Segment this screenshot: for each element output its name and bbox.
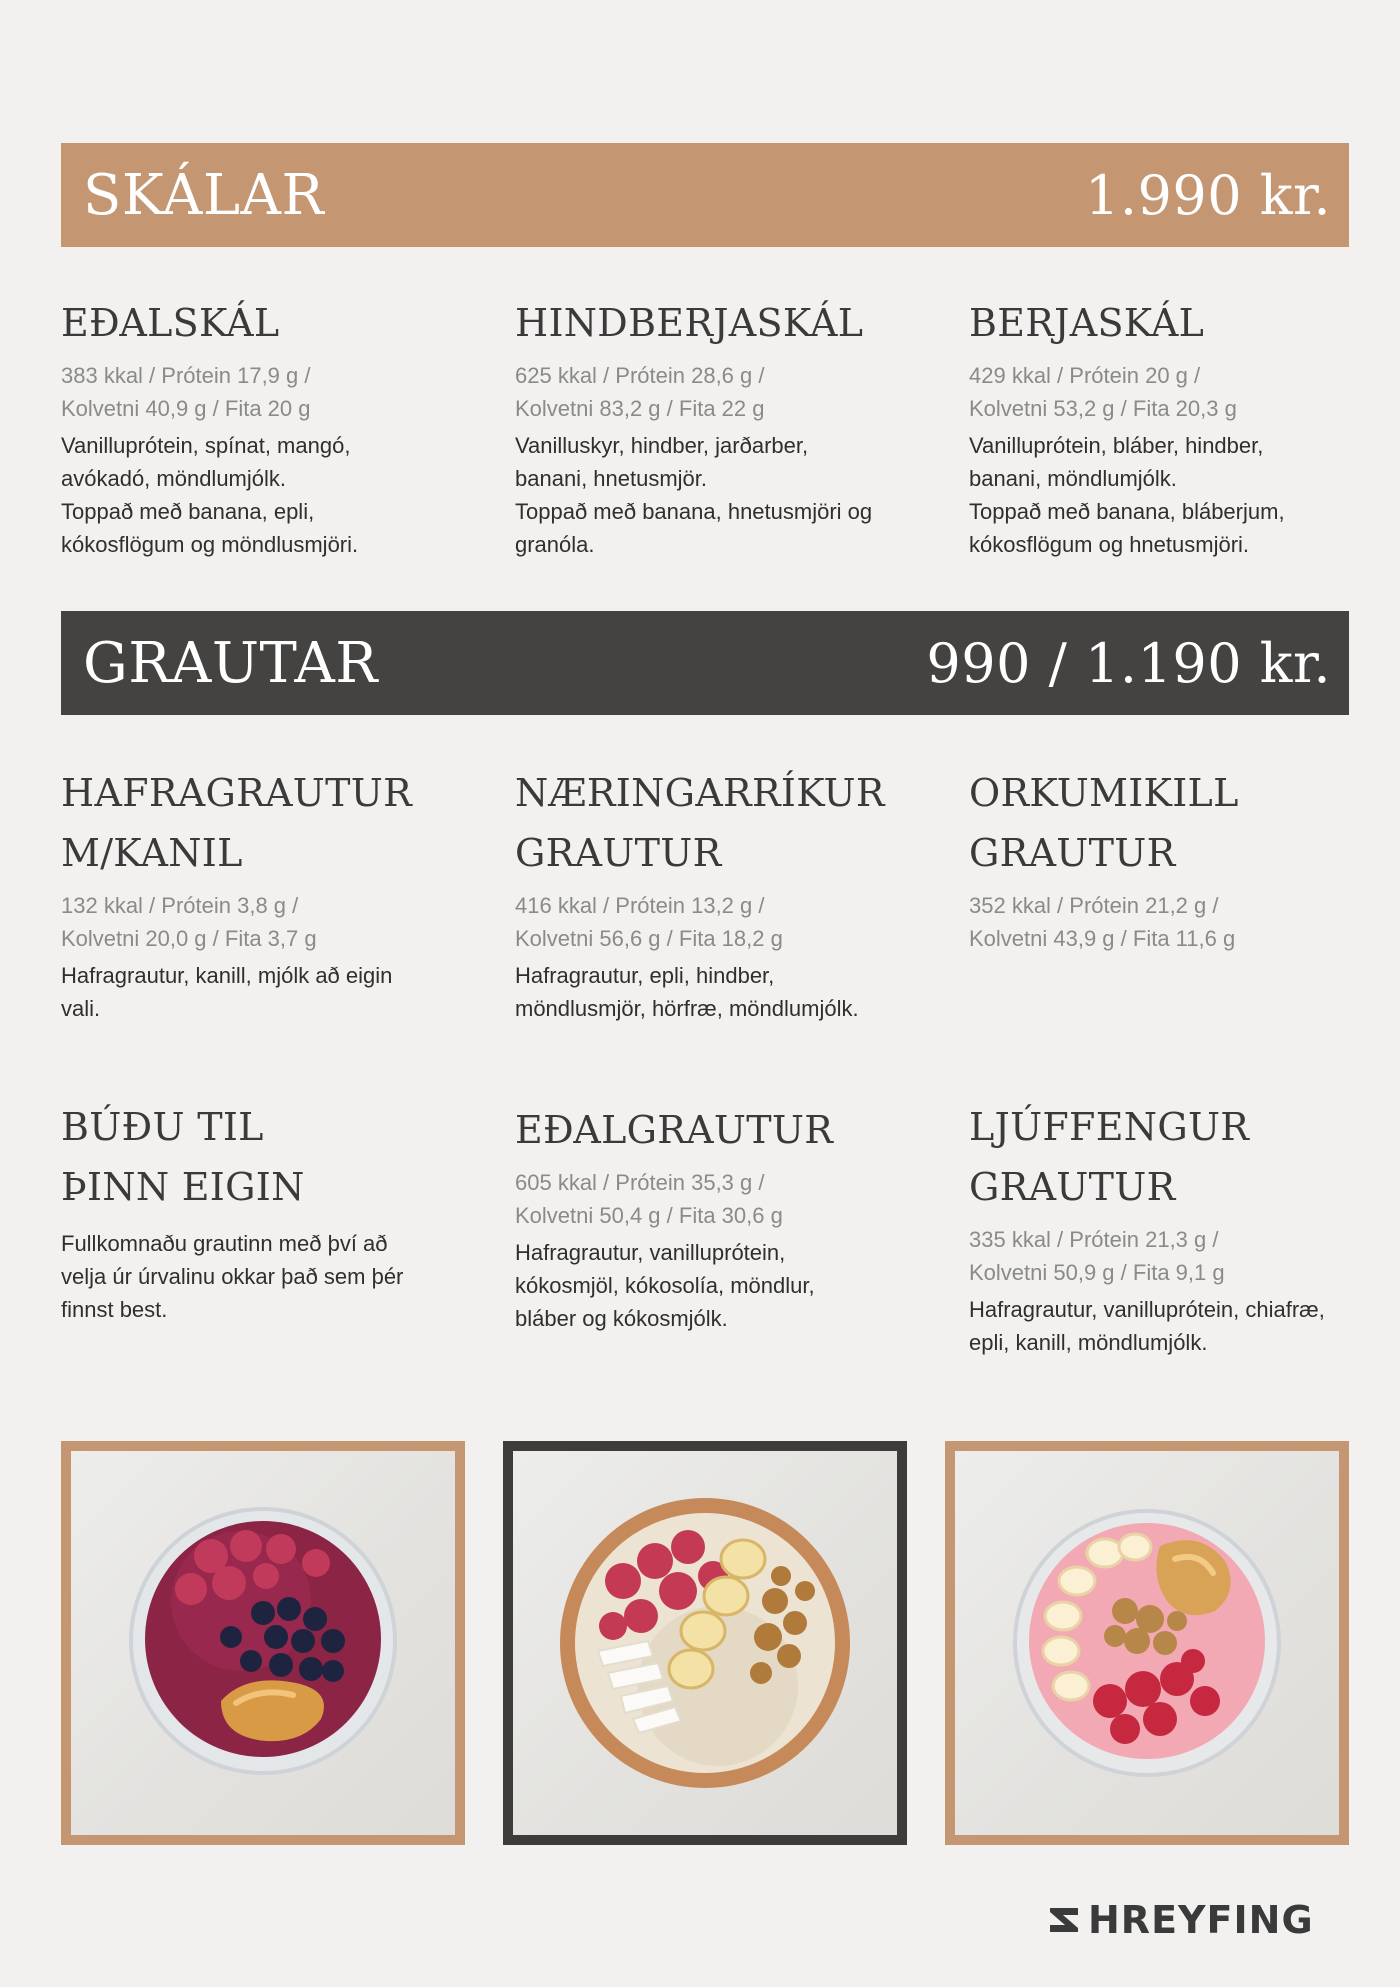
menu-item-budu-til [61,1097,481,1326]
item-name: EÐALSKÁL [61,301,280,345]
menu-item-edalgrautur [515,1100,935,1335]
item-nutrition: 625 kkal / Prótein 28,6 g / Kolvetni 83,2 g / Fita 22 g [515,363,765,421]
brand-name: HREYFING [1088,1898,1314,1942]
section-title: SKÁLAR [83,162,325,228]
skalar-banner [61,143,1349,247]
oatmeal-bowl-icon [513,1451,897,1835]
menu-item-hindberjaskal [515,293,935,561]
item-name: HAFRAGRAUTUR M/KANIL [61,771,413,875]
item-name: ORKUMIKILL GRAUTUR [969,771,1239,875]
photo-berry-smoothie-bowl [61,1441,465,1845]
item-name: LJÚFFENGUR GRAUTUR [969,1105,1250,1209]
item-name: BERJASKÁL [969,301,1205,345]
item-name: HINDBERJASKÁL [515,301,864,345]
item-nutrition: 416 kkal / Prótein 13,2 g / Kolvetni 56,6 g / Fita 18,2 g [515,893,783,951]
section-price: 990 / 1.190 kr. [926,631,1331,695]
brand-logo [1048,1898,1314,1942]
item-nutrition: 383 kkal / Prótein 17,9 g / Kolvetni 40,9 g / Fita 20 g [61,363,311,421]
item-name: BÚÐU TIL ÞINN EIGIN [61,1105,305,1209]
menu-item-edalskal [61,293,481,561]
menu-item-ljuffengur [969,1097,1389,1359]
pink-smoothie-bowl-icon [955,1451,1339,1835]
item-name: NÆRINGARRÍKUR GRAUTUR [515,771,885,875]
menu-item-naeringarrikur [515,763,935,1025]
item-description: Hafragrautur, kanill, mjólk að eigin vali. [61,963,393,1021]
section-title: GRAUTAR [83,630,378,696]
menu-item-berjaskal [969,293,1389,561]
item-description: Vanilluprótein, bláber, hindber, banani, möndlumjólk. Toppað með banana, bláberjum, kókosflögum og hnetusmjöri. [969,433,1285,557]
photo-oatmeal-bowl [503,1441,907,1845]
item-nutrition: 605 kkal / Prótein 35,3 g / Kolvetni 50,4 g / Fita 30,6 g [515,1170,783,1228]
item-description: Hafragrautur, epli, hindber, möndlusmjör, hörfræ, möndlumjólk. [515,963,859,1021]
section-price: 1.990 kr. [1084,163,1331,227]
item-name: EÐALGRAUTUR [515,1108,834,1152]
menu-item-hafragrautur [61,763,481,1025]
grautar-banner [61,611,1349,715]
item-description: Hafragrautur, vanilluprótein, chiafræ, epli, kanill, möndlumjólk. [969,1297,1325,1355]
item-description: Hafragrautur, vanilluprótein, kókosmjöl, kókosolía, möndlur, bláber og kókosmjólk. [515,1240,815,1331]
item-description: Fullkomnaðu grautinn með því að velja úr úrvalinu okkar það sem þér finnst best. [61,1231,404,1322]
item-nutrition: 429 kkal / Prótein 20 g / Kolvetni 53,2 g / Fita 20,3 g [969,363,1237,421]
item-nutrition: 352 kkal / Prótein 21,2 g / Kolvetni 43,9 g / Fita 11,6 g [969,893,1236,951]
berry-smoothie-bowl-icon [71,1451,455,1835]
menu-item-orkumikill [969,763,1389,959]
item-description: Vanilluprótein, spínat, mangó, avókadó, möndlumjólk. Toppað með banana, epli, kókosflögum og möndlusmjöri. [61,433,359,557]
hreyfing-logo-icon [1048,1904,1080,1936]
item-nutrition: 132 kkal / Prótein 3,8 g / Kolvetni 20,0 g / Fita 3,7 g [61,893,317,951]
item-description: Vanilluskyr, hindber, jarðarber, banani, hnetusmjör. Toppað með banana, hnetusmjöri og granóla. [515,433,873,557]
item-nutrition: 335 kkal / Prótein 21,3 g / Kolvetni 50,9 g / Fita 9,1 g [969,1227,1225,1285]
photo-pink-smoothie-bowl [945,1441,1349,1845]
